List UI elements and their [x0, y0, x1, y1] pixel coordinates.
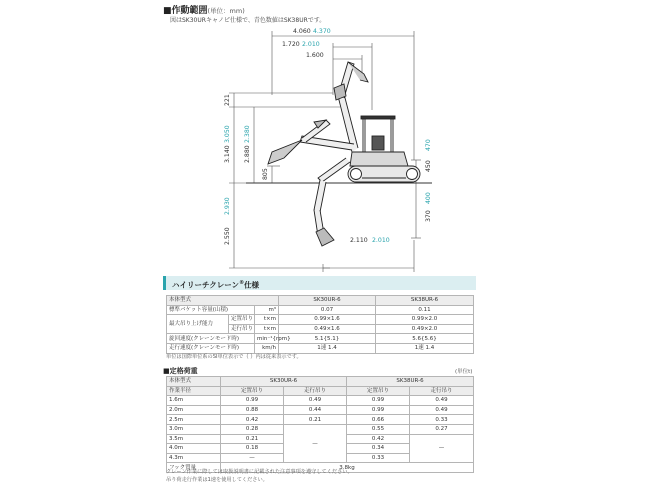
work-range-title-text: ■作動範囲 — [163, 6, 208, 16]
dim-v-805: 805 — [262, 168, 269, 180]
table-row — [167, 396, 474, 406]
load-value: 0.99 — [347, 405, 410, 415]
spec-value: 0.07 — [279, 305, 376, 315]
spec-value: 5.1{5.1} — [279, 334, 376, 344]
dim-top-inner: 1.600 — [306, 52, 324, 59]
load-dash-sk38: — — [410, 434, 474, 463]
spec-value: 0.99×1.6 — [279, 315, 376, 325]
spec-label: 標準バケット容量(山積) — [167, 305, 255, 315]
rated-load-footnote-1: クレーン作業に際しては取扱説明書に記載された注意事項を遵守してください。 — [166, 469, 353, 475]
rated-load-footnote-2: 吊り荷走行作業は1速を使用してください。 — [166, 477, 268, 483]
hook-mass-value: 3.8kg — [221, 463, 474, 473]
dim-v-450: 450 — [425, 160, 432, 172]
spec-head-sk30: SK30UR-6 — [279, 296, 376, 306]
dim-bottom: 2.110 — [350, 237, 368, 244]
spec-value: 0.49×1.6 — [279, 324, 376, 334]
load-value: 0.66 — [347, 415, 410, 425]
load-value: 0.28 — [221, 424, 284, 434]
dim-v-370-alt: 400 — [425, 192, 432, 204]
spec-label: 走行速度(クレーンモード時) — [167, 343, 255, 353]
dim-v-2550-alt: 2.930 — [224, 197, 231, 215]
crane-spec-table — [166, 295, 474, 354]
spec-value: 1速 1.4 — [279, 343, 376, 353]
table-row — [167, 305, 474, 315]
load-value: 0.34 — [347, 444, 410, 454]
load-value: 0.49 — [410, 396, 474, 406]
dimension-labels — [224, 28, 432, 245]
load-radius: 2.5m — [167, 415, 221, 425]
table-row — [167, 424, 474, 434]
spec-unit: t×m — [255, 315, 279, 325]
load-value: 0.21 — [284, 415, 347, 425]
load-value: 0.33 — [410, 415, 474, 425]
load-value: 0.88 — [221, 405, 284, 415]
table-row — [167, 405, 474, 415]
crane-spec-banner — [163, 276, 476, 290]
load-value: 0.42 — [221, 415, 284, 425]
load-radius: 4.3m — [167, 453, 221, 463]
spec-unit: m³ — [255, 305, 279, 315]
dim-v-450-alt: 470 — [425, 139, 432, 151]
crane-footnote: 単位は国際単位系のSI単位表示で｛ ｝内は従来表示です。 — [166, 354, 302, 360]
load-sub-head: 定置吊り — [221, 386, 284, 396]
dim-top-mid-alt: 2.010 — [302, 41, 320, 48]
registered-mark: ® — [239, 280, 245, 286]
spec-head-sk38: SK38UR-6 — [376, 296, 474, 306]
load-value: 0.18 — [221, 444, 284, 454]
dim-v-3140: 3.140 — [224, 145, 231, 163]
rated-load-unit: (単位t) — [455, 369, 473, 375]
spec-head-model: 本体型式 — [167, 296, 279, 306]
spec-value: 0.49×2.0 — [376, 324, 474, 334]
table-row — [167, 315, 474, 325]
dim-top-total: 4.060 — [293, 28, 311, 35]
spec-sub: 走行吊り — [229, 324, 255, 334]
load-head-sk38: SK38UR-6 — [347, 377, 474, 387]
load-value: 0.55 — [347, 424, 410, 434]
spec-value: 0.11 — [376, 305, 474, 315]
load-value: — — [221, 453, 284, 463]
load-sub-head: 走行吊り — [284, 386, 347, 396]
spec-sub: 定置吊り — [229, 315, 255, 325]
dim-top-total-alt: 4.370 — [313, 28, 331, 35]
load-dash-sk30: — — [284, 424, 347, 462]
load-head-sk30: SK30UR-6 — [221, 377, 347, 387]
spec-label: 最大吊り上げ能力 — [167, 315, 229, 334]
dim-v-2880-alt: 2.380 — [244, 125, 251, 143]
excavator-illustration — [268, 62, 420, 246]
crane-title-suffix: 仕様 — [244, 280, 260, 290]
load-value: 0.21 — [221, 434, 284, 444]
table-row — [167, 386, 474, 396]
spec-value: 5.6{5.6} — [376, 334, 474, 344]
load-sub-head: 定置吊り — [347, 386, 410, 396]
load-head-model: 本体型式 — [167, 377, 221, 387]
work-range-unit: (単位：mm) — [207, 7, 245, 15]
dim-top-mid: 1.720 — [282, 41, 300, 48]
load-radius: 2.0m — [167, 405, 221, 415]
table-row — [167, 415, 474, 425]
dim-v-2550: 2.550 — [224, 227, 231, 245]
load-value: 0.99 — [221, 396, 284, 406]
load-radius: 3.5m — [167, 434, 221, 444]
hook-mass-label: フック質量 — [167, 463, 221, 473]
load-value: 0.27 — [410, 424, 474, 434]
dim-v-3140-alt: 3.050 — [224, 125, 231, 143]
dim-v-2880: 2.880 — [244, 145, 251, 163]
table-row — [167, 296, 474, 306]
load-value: 0.99 — [347, 396, 410, 406]
crane-title: ハイリーチクレーン — [172, 280, 240, 290]
dim-v-370: 370 — [425, 210, 432, 222]
load-value: 0.42 — [347, 434, 410, 444]
rated-load-title: ■定格荷重 — [163, 367, 198, 375]
load-radius: 1.6m — [167, 396, 221, 406]
load-value: 0.49 — [410, 405, 474, 415]
load-radius: 4.0m — [167, 444, 221, 454]
dim-bottom-alt: 2.010 — [372, 237, 390, 244]
load-radius: 3.0m — [167, 424, 221, 434]
load-sub-head: 走行吊り — [410, 386, 474, 396]
rated-load-table — [166, 376, 474, 473]
spec-value: 1速 1.4 — [376, 343, 474, 353]
load-value: 0.33 — [347, 453, 410, 463]
table-row — [167, 377, 474, 387]
load-head-radius: 作業半径 — [167, 386, 221, 396]
table-row — [167, 334, 474, 344]
spec-unit: t×m — [255, 324, 279, 334]
table-row — [167, 343, 474, 353]
load-value: 0.49 — [284, 396, 347, 406]
spec-unit: min⁻¹{rpm} — [255, 334, 279, 344]
spec-unit: km/h — [255, 343, 279, 353]
load-value: 0.44 — [284, 405, 347, 415]
dim-v-221: 221 — [224, 94, 231, 106]
work-range-note: 図はSK30URキャノピ仕様で、青色数値はSK38URです。 — [170, 17, 326, 24]
spec-label: 旋回速度(クレーンモード時) — [167, 334, 255, 344]
spec-value: 0.99×2.0 — [376, 315, 474, 325]
